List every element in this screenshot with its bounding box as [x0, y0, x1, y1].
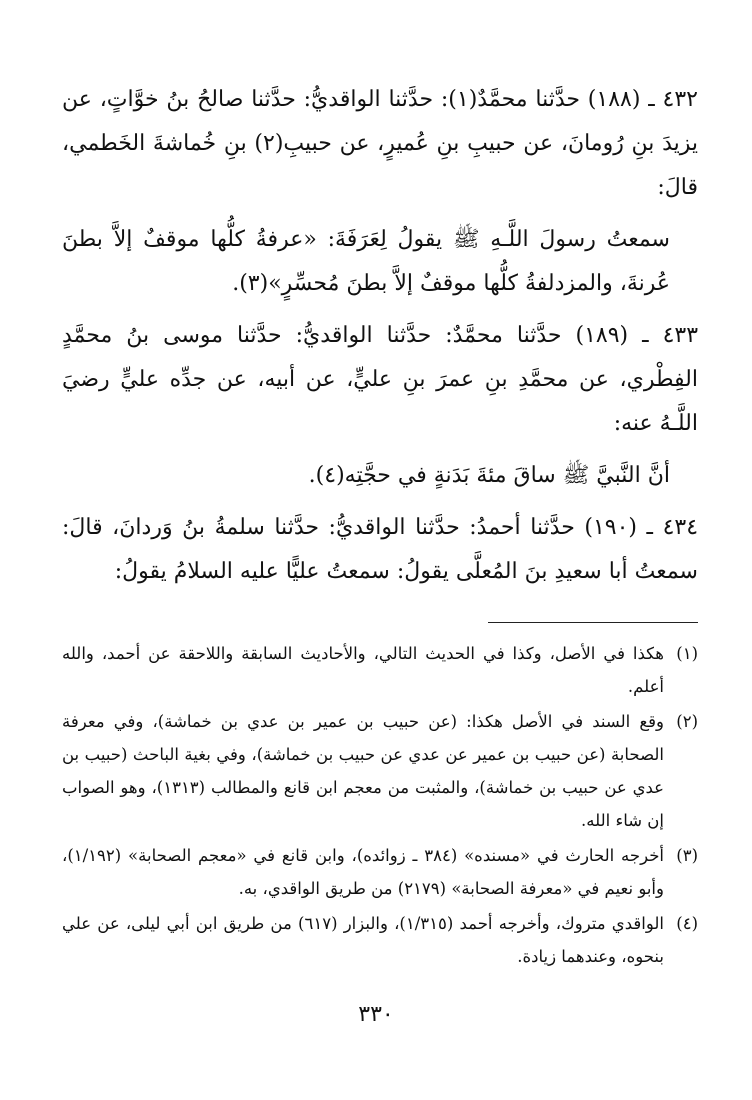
- footnote-text: أخرجه الحارث في «مسنده» (٣٨٤ ـ زوائده)، وابن قانع في «معجم الصحابة» (١/١٩٢)، وأبو نعيم في «معرفة الصحابة» (٢١٧٩) من طريق الواقدي، به.: [62, 846, 664, 898]
- footnotes: [62, 637, 698, 973]
- footnote-text: هكذا في الأصل، وكذا في الحديث التالي، والأحاديث السابقة واللاحقة عن أحمد، والله أعلم.: [62, 644, 664, 696]
- footnote-number: (٣): [676, 846, 698, 865]
- hadith-434-isnad: ٤٣٤ ـ (١٩٠) حدَّثنا أحمدُ: حدَّثنا الواقديُّ: حدَّثنا سلمةُ بنُ وَردانَ، قالَ: سمعتُ أبا سعيدِ بنَ المُعلَّى يقولُ: سمعتُ عليًّا عليه السلامُ يقولُ:: [62, 515, 699, 584]
- footnote-text: وقع السند في الأصل هكذا: (عن حبيب بن عمير بن عدي بن خماشة)، وفي معرفة الصحابة (عن حبيب بن عمير عن عدي عن حبيب بن خماشة)، وفي بغية الباحث (حبيب بن عدي عن حبيب بن خماشة)، والمثبت من معجم ابن قانع والمطالب (١٣١٣)، وهو الصواب إن شاء الله.: [62, 712, 664, 830]
- footnote-1: [62, 637, 698, 703]
- page-number: ٣٣٠: [358, 1002, 394, 1027]
- footnote-number: (٢): [676, 712, 698, 731]
- footnote-number: (١): [676, 644, 698, 663]
- hadith-432-matn: سمعتُ رسولَ اللَّـهِ ﷺ يقولُ لِعَرَفَةَ: «عرفةُ كلُّها موقفٌ إلاَّ بطنَ عُرنةَ، والمزدلفةُ كلُّها موقفٌ إلاَّ بطنَ مُحسِّرٍ»(٣).: [62, 227, 670, 296]
- footnote-2: [62, 705, 698, 837]
- hadith-433-isnad: ٤٣٣ ـ (١٨٩) حدَّثنا محمَّدٌ: حدَّثنا الواقديُّ: حدَّثنا موسى بنُ محمَّدٍ الفِطْري، عن محمَّدِ بنِ عمرَ بنِ عليٍّ، عن أبيه، عن جدِّه عليٍّ رضيَ اللَّـهُ عنه:: [62, 323, 699, 436]
- footnote-text: الواقدي متروك، وأخرجه أحمد (١/٣١٥)، والبزار (٦١٧) من طريق ابن أبي ليلى، عن علي بنحوه، وعندهما زيادة.: [62, 914, 664, 966]
- page-body: [62, 78, 698, 975]
- footnote-3: [62, 839, 698, 905]
- hadith-432-isnad: ٤٣٢ ـ (١٨٨) حدَّثنا محمَّدٌ(١): حدَّثنا الواقديُّ: حدَّثنا صالحُ بنُ خوَّاتٍ، عن يزيدَ بنِ رُومانَ، عن حبيبِ بنِ عُميرٍ، عن حبيبِ(٢) بنِ خُماشةَ الخَطمي، قالَ:: [62, 87, 699, 200]
- main-text: [62, 78, 698, 594]
- footnote-number: (٤): [676, 914, 698, 933]
- hadith-433-matn: أنَّ النَّبيَّ ﷺ ساقَ مئةَ بَدَنةٍ في حجَّتِه(٤).: [308, 463, 670, 488]
- footnote-4: [62, 907, 698, 973]
- footnote-separator: [488, 622, 698, 623]
